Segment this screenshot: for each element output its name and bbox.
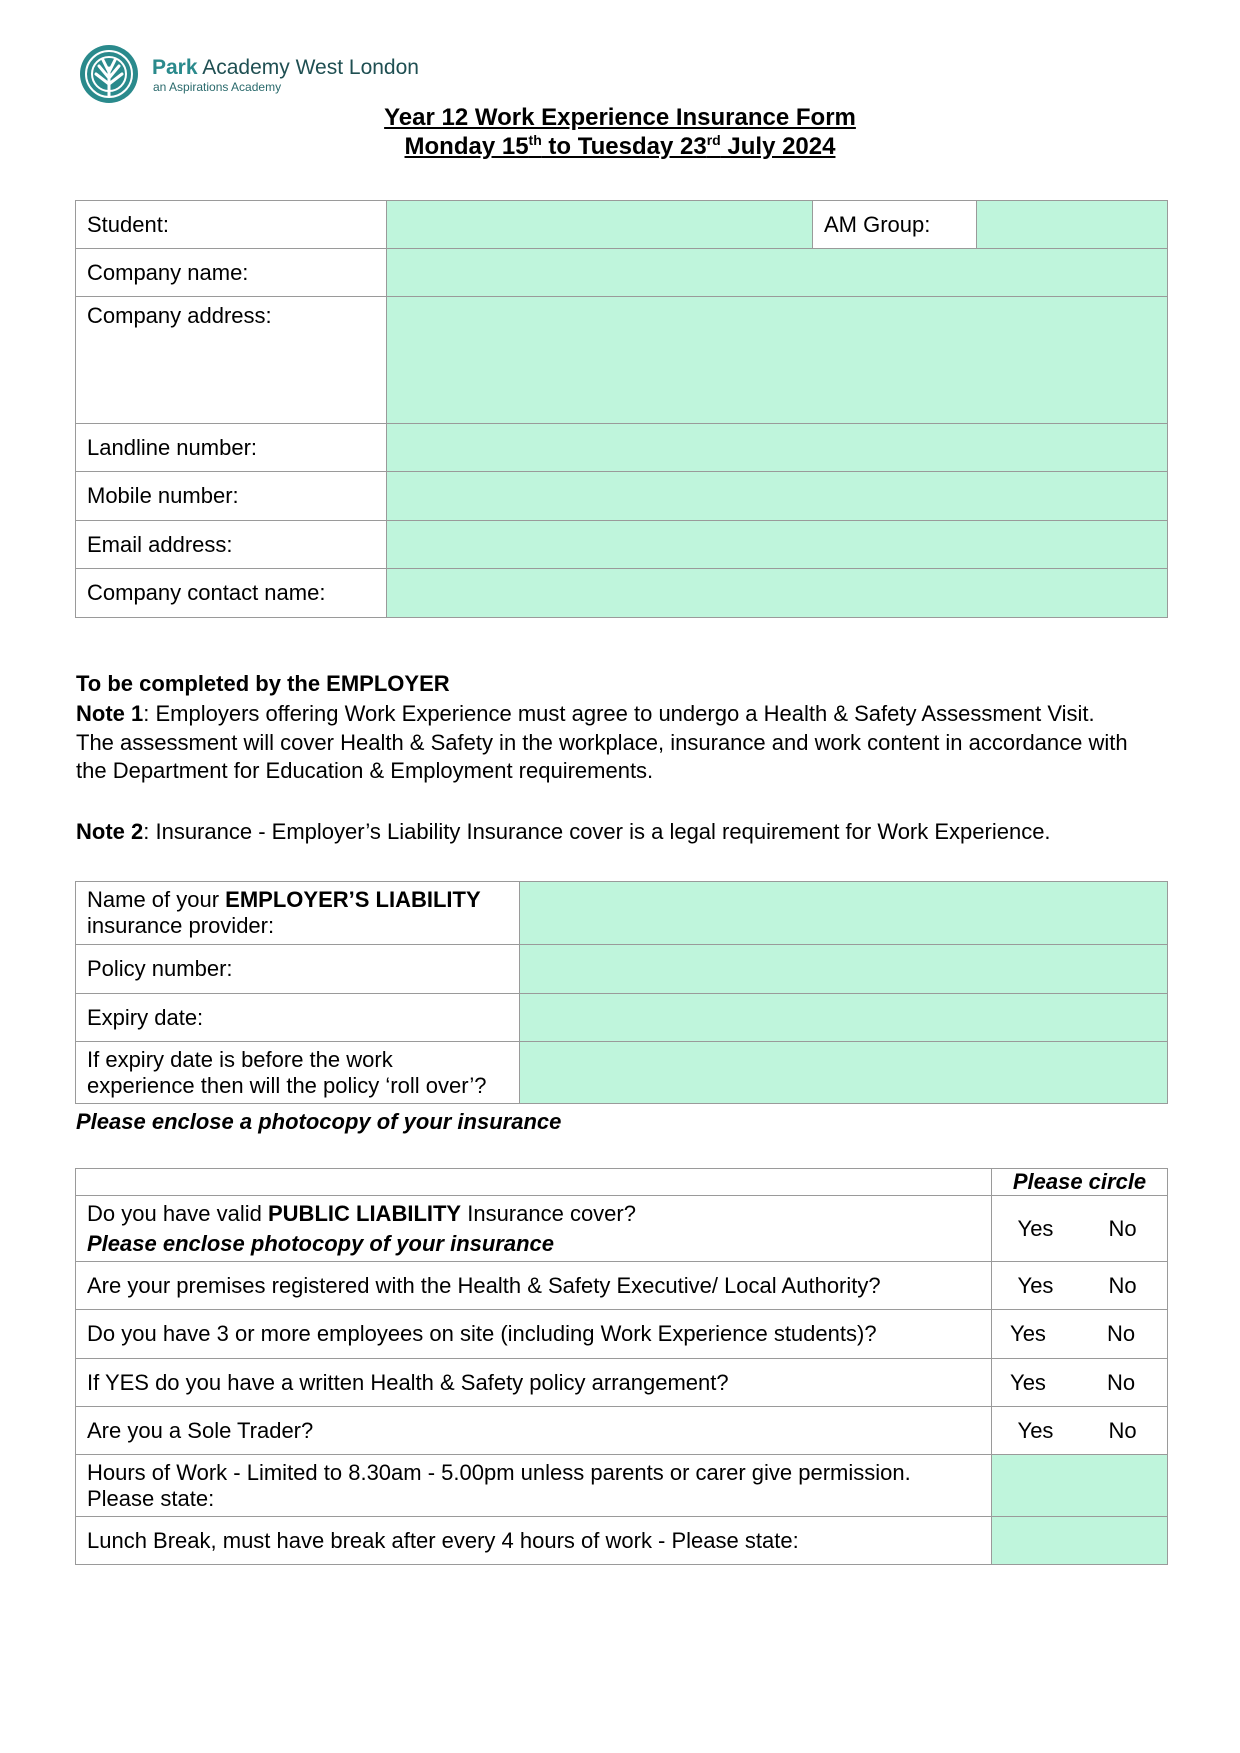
expiry-date-label: Expiry date: bbox=[76, 994, 520, 1042]
email-field[interactable] bbox=[387, 521, 1168, 569]
question-hours-of-work bbox=[76, 1455, 992, 1517]
landline-field[interactable] bbox=[387, 424, 1168, 472]
hours-of-work-field[interactable] bbox=[992, 1455, 1168, 1517]
q1-text-c: Insurance cover? bbox=[461, 1200, 636, 1226]
q1-text-a: Do you have valid bbox=[87, 1200, 268, 1226]
provider-text-b: EMPLOYER’S LIABILITY bbox=[225, 887, 481, 912]
q5-no-option[interactable]: No bbox=[1108, 1417, 1137, 1443]
question-sole-trader: Are you a Sole Trader? bbox=[76, 1407, 992, 1455]
answer-three-employees bbox=[992, 1310, 1168, 1359]
question-three-employees: Do you have 3 or more employees on site (including Work Experience students)? bbox=[76, 1310, 992, 1359]
q6-line-2: Please state: bbox=[87, 1485, 215, 1511]
answer-public-liability bbox=[992, 1196, 1168, 1262]
academy-name-rest: Academy West London bbox=[197, 56, 419, 79]
rollover-line-2: experience then will the policy ‘roll over’? bbox=[87, 1072, 487, 1098]
note-2 bbox=[76, 818, 1176, 846]
q1-text-b: PUBLIC LIABILITY bbox=[268, 1200, 462, 1226]
note-2-text: : Insurance - Employer’s Liability Insurance cover is a legal requirement for Work Experience. bbox=[143, 819, 1051, 844]
q6-line-1: Hours of Work - Limited to 8.30am - 5.00pm unless parents or carer give permission. bbox=[87, 1459, 911, 1485]
enclose-insurance-note: Please enclose a photocopy of your insurance bbox=[76, 1109, 562, 1134]
expiry-date-field[interactable] bbox=[520, 994, 1168, 1042]
insurance-provider-label bbox=[76, 882, 520, 945]
employer-heading: To be completed by the EMPLOYER bbox=[76, 671, 450, 696]
question-written-policy: If YES do you have a written Health & Safety policy arrangement? bbox=[76, 1359, 992, 1407]
company-address-label: Company address: bbox=[76, 297, 387, 424]
dates-sup-1: th bbox=[528, 132, 542, 148]
answer-written-policy bbox=[992, 1359, 1168, 1407]
policy-number-field[interactable] bbox=[520, 945, 1168, 994]
q2-yes-option[interactable]: Yes bbox=[1017, 1272, 1054, 1298]
company-name-field[interactable] bbox=[387, 249, 1168, 297]
q1-yes-option[interactable]: Yes bbox=[1017, 1215, 1054, 1241]
dates-part-3: July 2024 bbox=[720, 133, 836, 160]
tree-emblem-icon bbox=[74, 44, 144, 104]
note-1-line-2: The assessment will cover Health & Safety in the workplace, insurance and work content in accordance with bbox=[76, 730, 1128, 755]
q3-yes-option[interactable]: Yes bbox=[1010, 1321, 1046, 1346]
contact-name-label: Company contact name: bbox=[76, 569, 387, 618]
q2-no-option[interactable]: No bbox=[1108, 1272, 1137, 1298]
q5-yes-option[interactable]: Yes bbox=[1017, 1417, 1054, 1443]
student-field[interactable] bbox=[387, 201, 813, 249]
q3-no-option[interactable]: No bbox=[1106, 1321, 1136, 1346]
answer-premises-registered bbox=[992, 1262, 1168, 1310]
academy-tagline: an Aspirations Academy bbox=[153, 80, 282, 94]
dates-part-2: to Tuesday 23 bbox=[541, 133, 707, 160]
note-1-label: Note 1 bbox=[76, 701, 144, 726]
rollover-label bbox=[76, 1042, 520, 1104]
q1-no-option[interactable]: No bbox=[1108, 1215, 1137, 1241]
student-label: Student: bbox=[76, 201, 387, 249]
company-address-field[interactable] bbox=[387, 297, 1168, 424]
dates-part-1: Monday 15 bbox=[404, 133, 529, 160]
note-2-label: Note 2 bbox=[76, 819, 144, 844]
email-label: Email address: bbox=[76, 521, 387, 569]
questions-table bbox=[75, 1168, 1168, 1565]
policy-number-label: Policy number: bbox=[76, 945, 520, 994]
contact-name-field[interactable] bbox=[387, 569, 1168, 618]
note-1-line-1: : Employers offering Work Experience must agree to undergo a Health & Safety Assessment Visit. bbox=[143, 701, 1095, 726]
dates-sup-2: rd bbox=[706, 132, 721, 148]
q4-no-option[interactable]: No bbox=[1106, 1369, 1136, 1395]
am-group-label: AM Group: bbox=[813, 201, 977, 249]
mobile-field[interactable] bbox=[387, 472, 1168, 521]
insurance-provider-field[interactable] bbox=[520, 882, 1168, 945]
rollover-line-1: If expiry date is before the work bbox=[87, 1046, 393, 1072]
company-name-label: Company name: bbox=[76, 249, 387, 297]
questions-header-blank bbox=[76, 1169, 992, 1196]
form-dates bbox=[0, 133, 1240, 161]
academy-name bbox=[152, 56, 419, 80]
please-circle-header: Please circle bbox=[992, 1169, 1168, 1196]
lunch-break-field[interactable] bbox=[992, 1517, 1168, 1565]
student-company-table bbox=[75, 200, 1168, 618]
academy-logo bbox=[74, 44, 144, 104]
form-title: Year 12 Work Experience Insurance Form bbox=[384, 104, 856, 131]
q1-note: Please enclose photocopy of your insurance bbox=[87, 1230, 555, 1256]
question-lunch-break: Lunch Break, must have break after every 4 hours of work - Please state: bbox=[76, 1517, 992, 1565]
note-1 bbox=[76, 700, 1176, 785]
insurance-table bbox=[75, 881, 1168, 1104]
academy-name-bold: Park bbox=[152, 56, 198, 79]
question-public-liability bbox=[76, 1196, 992, 1262]
question-premises-registered: Are your premises registered with the Health & Safety Executive/ Local Authority? bbox=[76, 1262, 992, 1310]
landline-label: Landline number: bbox=[76, 424, 387, 472]
answer-sole-trader bbox=[992, 1407, 1168, 1455]
rollover-field[interactable] bbox=[520, 1042, 1168, 1104]
am-group-field[interactable] bbox=[977, 201, 1168, 249]
provider-text-c: insurance provider: bbox=[87, 913, 275, 938]
mobile-label: Mobile number: bbox=[76, 472, 387, 521]
note-1-line-3: the Department for Education & Employment requirements. bbox=[76, 758, 654, 783]
q4-yes-option[interactable]: Yes bbox=[1010, 1369, 1046, 1395]
provider-text-a: Name of your bbox=[87, 887, 226, 912]
